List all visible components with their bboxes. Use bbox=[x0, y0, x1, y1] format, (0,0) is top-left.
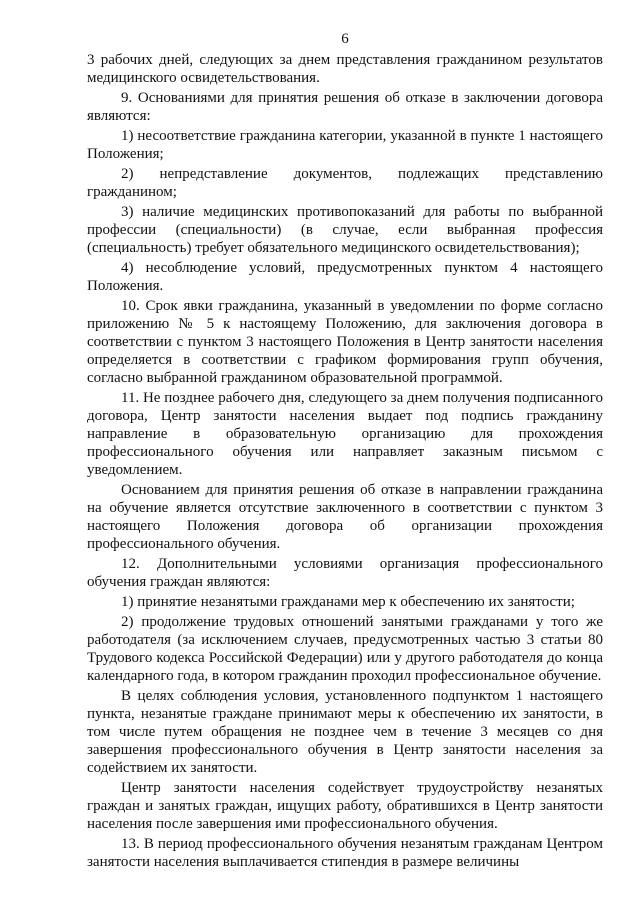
paragraph-item-9-2: 2) непредставление документов, подлежащих представлению гражданином; bbox=[87, 166, 603, 200]
paragraph-condition-compliance: В целях соблюдения условия, установленного подпунктом 1 настоящего пункта, незанятые граждане принимают меры к обеспечению их занятости, в том числе путем обращения не позднее чем в течение 3 месяцев со дня завершения профессионального обучения в Центр занятости населения за содействием их занятости. bbox=[87, 688, 603, 776]
paragraph-item-12: 12. Дополнительными условиями организация профессионального обучения граждан являются: bbox=[87, 556, 603, 590]
paragraph-item-9-1: 1) несоответствие гражданина категории, указанной в пункте 1 настоящего Положения; bbox=[87, 128, 603, 162]
paragraph-item-13: 13. В период профессионального обучения незанятым гражданам Центром занятости населения выплачивается стипендия в размере величины bbox=[87, 836, 603, 870]
paragraph-item-9-4: 4) несоблюдение условий, предусмотренных пунктом 4 настоящего Положения. bbox=[87, 260, 603, 294]
page-number: 6 bbox=[341, 31, 349, 47]
paragraph-item-9: 9. Основаниями для принятия решения об отказе в заключении договора являются: bbox=[87, 90, 603, 124]
paragraph-refusal-grounds: Основанием для принятия решения об отказе в направлении гражданина на обучение является отсутствие заключенного в соответствии с пунктом 3 настоящего Положения договора об организации прохождения профессионального обучения. bbox=[87, 482, 603, 552]
paragraph-continuation: 3 рабочих дней, следующих за днем представления гражданином результатов медицинского освидетельствования. bbox=[87, 52, 603, 86]
paragraph-employment-assistance: Центр занятости населения содействует трудоустройству незанятых граждан и занятых граждан, ищущих работу, обратившихся в Центр занятости населения после завершения ими профессионального обучения. bbox=[87, 780, 603, 832]
paragraph-item-12-2: 2) продолжение трудовых отношений занятыми гражданами у того же работодателя (за исключением случаев, предусмотренных частью 3 статьи 80 Трудового кодекса Российской Федерации) или у другого работодателя до конца календарного года, в котором гражданин проходил профессиональное обучение. bbox=[87, 614, 603, 684]
paragraph-item-10: 10. Срок явки гражданина, указанный в уведомлении по форме согласно приложению № 5 к настоящему Положению, для заключения договора в соответствии с пунктом 3 настоящего Положения в Центр занятости населения определяется в соответствии с графиком формирования групп обучения, согласно выбранной гражданином образовательной программой. bbox=[87, 298, 603, 386]
paragraph-item-9-3: 3) наличие медицинских противопоказаний для работы по выбранной профессии (специальности) (в случае, если выбранная профессия (специальность) требует обязательного медицинского освидетельствования); bbox=[87, 204, 603, 256]
paragraph-item-11: 11. Не позднее рабочего дня, следующего за днем получения подписанного договора, Центр занятости населения выдает под подпись гражданину направление в образовательную организацию для прохождения профессионального обучения или направляет заказным письмом с уведомлением. bbox=[87, 390, 603, 478]
paragraph-item-12-1: 1) принятие незанятыми гражданами мер к обеспечению их занятости; bbox=[121, 594, 575, 610]
